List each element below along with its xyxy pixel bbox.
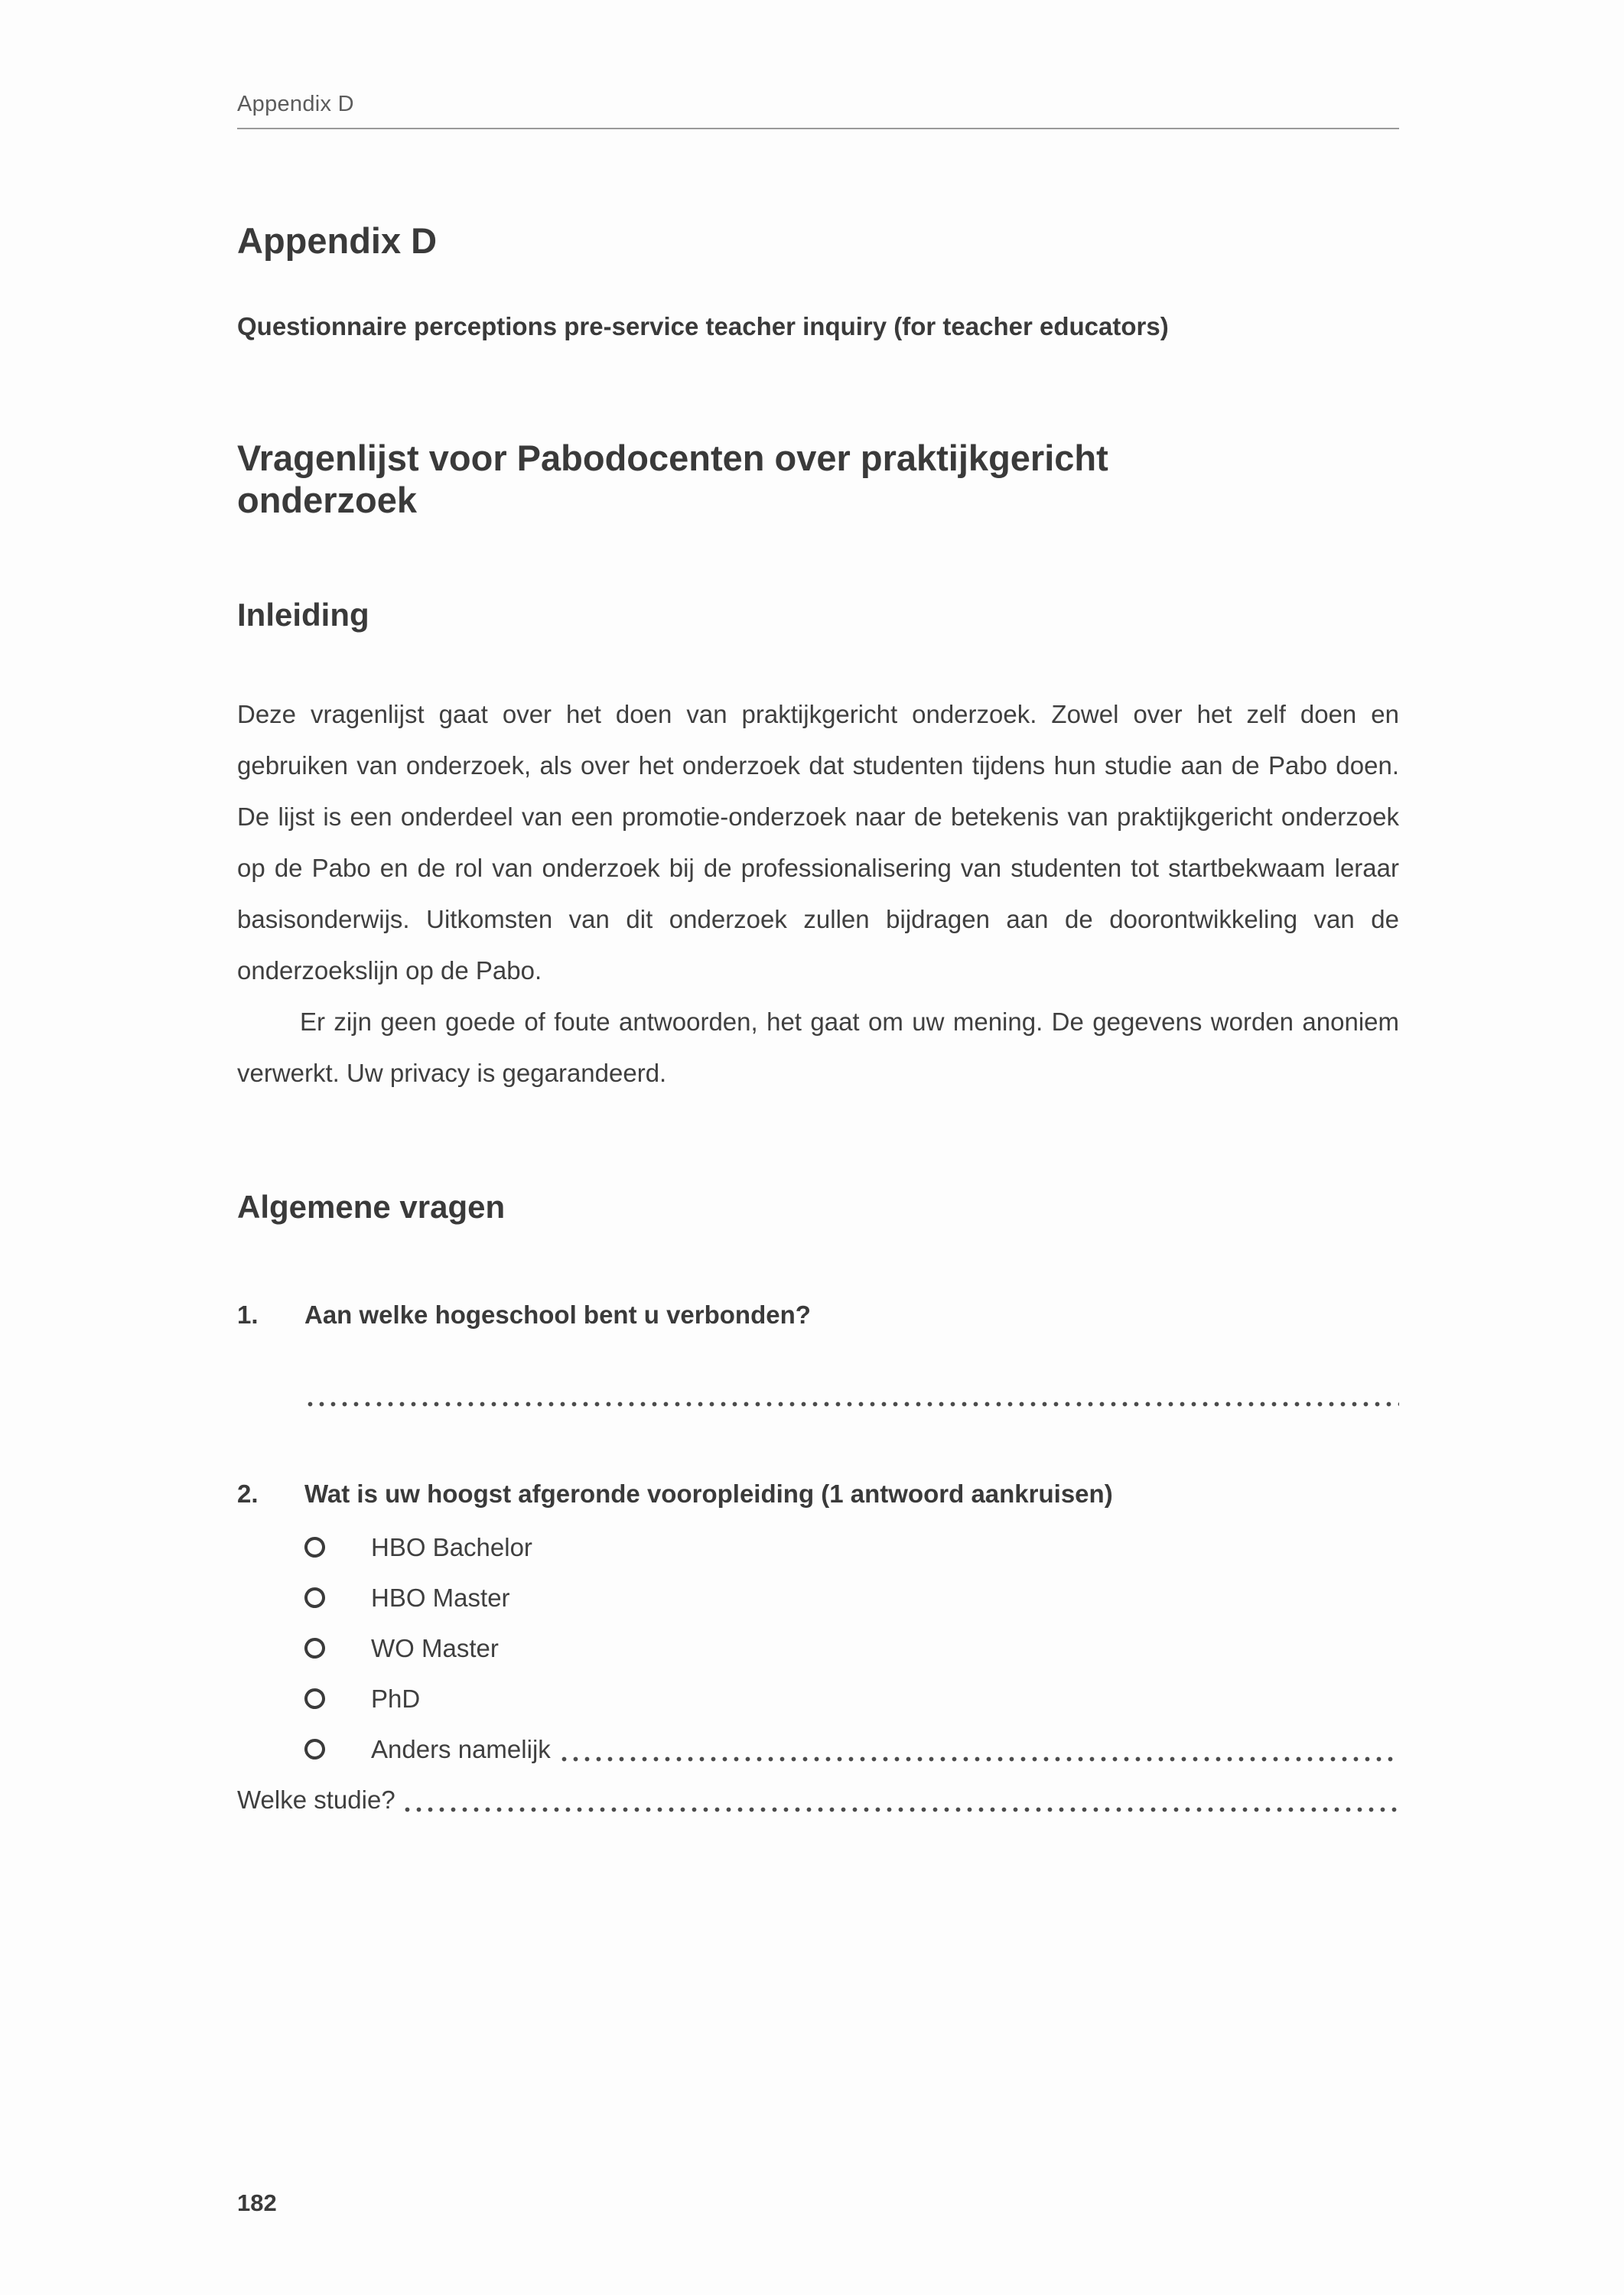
option-label: HBO Master bbox=[371, 1583, 510, 1612]
intro-paragraph-2: Er zijn geen goede of foute antwoorden, het gaat om uw mening. De gegevens worden anoniem verwerkt. Uw privacy is gegarandeerd. bbox=[237, 1007, 1399, 1087]
appendix-title: Appendix D bbox=[237, 220, 438, 261]
answer-dotted-line bbox=[304, 1400, 1399, 1409]
option-wo-master bbox=[304, 1623, 1399, 1674]
question-2 bbox=[237, 1480, 1399, 1509]
anders-dotted-line bbox=[558, 1753, 1399, 1764]
intro-paragraph-1: Deze vragenlijst gaat over het doen van praktijkgericht onderzoek. Zowel over het zelf doen en gebruiken van onderzoek, als over het onderzoek dat studenten tijdens hun studie aan de Pabo doen. De lijst is een onderdeel van een promotie-onderzoek naar de betekenis van praktijkgericht onderzoek op de Pabo en de rol van onderzoek bij de professionalisering van studenten tot startbekwaam leraar basisonderwijs. Uitkomsten van dit onderzoek zullen bijdragen aan de doorontwikkeling van de onderzoekslijn op de Pabo. bbox=[237, 699, 1399, 985]
option-label: WO Master bbox=[371, 1633, 499, 1662]
question-1-text: Aan welke hogeschool bent u verbonden? bbox=[304, 1300, 811, 1329]
option-label: PhD bbox=[371, 1684, 421, 1713]
follow-up-label: Welke studie? bbox=[237, 1785, 395, 1814]
question-2-number: 2. bbox=[237, 1479, 259, 1508]
question-1 bbox=[237, 1300, 1399, 1330]
intro-heading: Inleiding bbox=[237, 596, 369, 633]
option-phd bbox=[304, 1674, 1399, 1724]
header-rule bbox=[237, 128, 1399, 129]
option-label: HBO Bachelor bbox=[371, 1532, 532, 1561]
question-1-number: 1. bbox=[237, 1300, 259, 1329]
page-number: 182 bbox=[237, 2189, 277, 2216]
option-anders-namelijk bbox=[304, 1724, 1399, 1775]
general-questions-heading: Algemene vragen bbox=[237, 1188, 506, 1225]
option-label: Anders namelijk bbox=[371, 1734, 551, 1763]
question-2-options bbox=[237, 1522, 1399, 1775]
radio-circle-icon bbox=[302, 1586, 327, 1610]
follow-up-line bbox=[237, 1775, 1399, 1825]
main-title: Vragenlijst voor Pabodocenten over praktijkgericht onderzoek bbox=[237, 438, 1108, 521]
questionnaire-subtitle: Questionnaire perceptions pre-service teacher inquiry (for teacher educators) bbox=[237, 312, 1169, 340]
running-header-text: Appendix D bbox=[237, 92, 354, 116]
radio-circle-icon bbox=[302, 1636, 327, 1661]
option-hbo-master bbox=[304, 1573, 1399, 1623]
radio-circle-icon bbox=[302, 1687, 327, 1711]
follow-up-dotted-line bbox=[402, 1804, 1399, 1815]
option-hbo-bachelor bbox=[304, 1522, 1399, 1573]
radio-circle-icon bbox=[302, 1737, 327, 1762]
question-2-text: Wat is uw hoogst afgeronde vooropleiding (1 antwoord aankruisen) bbox=[304, 1479, 1113, 1508]
running-header bbox=[237, 0, 1399, 117]
radio-circle-icon bbox=[302, 1535, 327, 1560]
